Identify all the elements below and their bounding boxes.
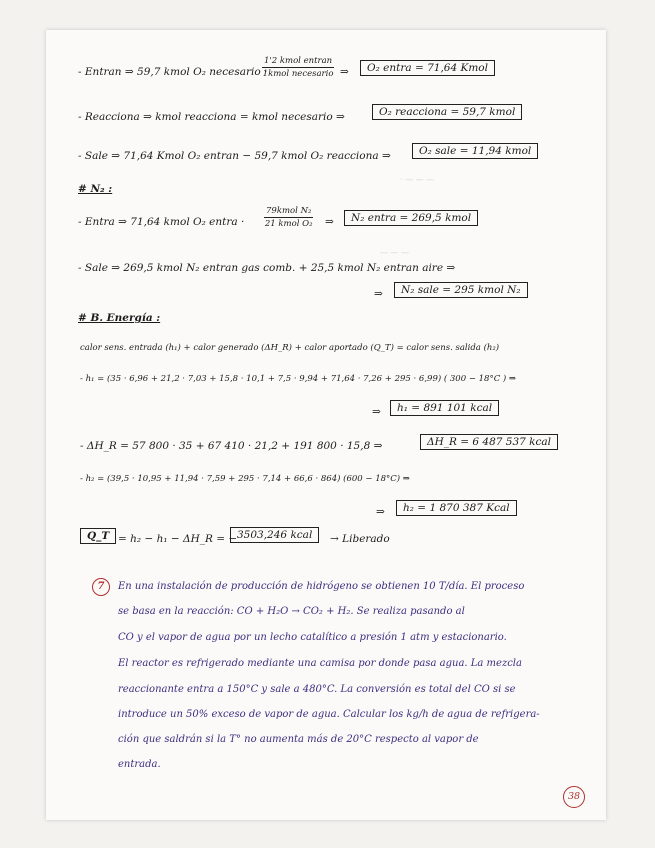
q-value: 3503,246 kcal — [230, 527, 319, 543]
problem-line: En una instalación de producción de hidrógeno se obtienen 10 T/día. El proceso — [118, 581, 525, 592]
q-label: Q_T — [80, 528, 116, 544]
dhr-result: ΔH_R = 6 487 537 kcal — [420, 434, 558, 450]
n2-entra-fraction — [264, 206, 313, 229]
n2-entra-line: - Entra ⇒ 71,64 kmol O₂ entra · — [78, 216, 245, 228]
problem-number-badge: 7 — [92, 578, 110, 596]
o2-entra-fraction — [262, 56, 334, 79]
implies-arrow: ⇒ — [376, 506, 385, 518]
o2-sale-line: - Sale ⇒ 71,64 Kmol O₂ entran − 59,7 kmol O₂ reacciona ⇒ — [78, 150, 391, 162]
dhr-equation: - ΔH_R = 57 800 · 35 + 67 410 · 21,2 + 191 800 · 15,8 ⇒ — [80, 440, 383, 452]
problem-line: El reactor es refrigerado mediante una camisa por donde pasa agua. La mezcla — [118, 658, 522, 669]
fraction-denominator: 21 kmol O₂ — [264, 219, 313, 229]
o2-reacciona-result: O₂ reacciona = 59,7 kmol — [372, 104, 522, 120]
implies-arrow: ⇒ — [340, 66, 349, 78]
implies-arrow: ⇒ — [372, 406, 381, 418]
h1-result: h₁ = 891 101 kcal — [390, 400, 499, 416]
bleed-through-mark: · — — — — [400, 175, 435, 184]
o2-sale-result: O₂ sale = 11,94 kmol — [412, 143, 538, 159]
implies-arrow: ⇒ — [325, 216, 334, 228]
n2-header: # N₂ : — [78, 183, 113, 195]
problem-line: introduce un 50% exceso de vapor de agua. Calcular los kg/h de agua de refrigera- — [118, 709, 540, 720]
problem-line: reaccionante entra a 150°C y sale a 480°C. La conversión es total del CO si se — [118, 684, 516, 695]
h1-equation: - h₁ = (35 · 6,96 + 21,2 · 7,03 + 15,8 · 10,1 + 7,5 · 9,94 + 71,64 · 7,26 + 295 · 6,99) ( 300 − 18°C ) ⇒ — [80, 374, 517, 384]
q-liberado: → Liberado — [330, 533, 390, 545]
q-equation: = h₂ − h₁ − ΔH_R = − — [118, 533, 238, 545]
n2-sale-line: - Sale ⇒ 269,5 kmol N₂ entran gas comb. + 25,5 kmol N₂ entran aire ⇒ — [78, 262, 456, 274]
problem-line: se basa en la reacción: CO + H₂O → CO₂ + H₂. Se realiza pasando al — [118, 606, 465, 617]
n2-entra-result: N₂ entra = 269,5 kmol — [344, 210, 478, 226]
problem-line: CO y el vapor de agua por un lecho catalítico a presión 1 atm y estacionario. — [118, 632, 507, 643]
n2-sale-result: N₂ sale = 295 kmol N₂ — [394, 282, 528, 298]
energy-balance-equation: calor sens. entrada (h₁) + calor generado (ΔH_R) + calor aportado (Q_T) = calor sens. salida (h₂) — [80, 343, 500, 353]
fraction-numerator: 79kmol N₂ — [266, 206, 312, 216]
o2-reacciona-line: - Reacciona ⇒ kmol reacciona = kmol necesario ⇒ — [78, 111, 345, 123]
o2-entra-result: O₂ entra = 71,64 Kmol — [360, 60, 495, 76]
problem-line: ción que saldrán si la T° no aumenta más de 20°C respecto al vapor de — [118, 734, 479, 745]
o2-entra-line: - Entran ⇒ 59,7 kmol O₂ necesario · — [78, 66, 268, 78]
h2-equation: - h₂ = (39,5 · 10,95 + 11,94 · 7,59 + 295 · 7,14 + 66,6 · 864) (600 − 18°C) ⇒ — [80, 474, 410, 484]
problem-line: entrada. — [118, 759, 161, 770]
fraction-numerator: 1'2 kmol entran — [264, 56, 333, 66]
fraction-denominator: 1kmol necesario — [262, 69, 334, 79]
page-number: 38 — [563, 786, 585, 808]
bleed-through-mark: — — — — [380, 248, 410, 257]
h2-result: h₂ = 1 870 387 Kcal — [396, 500, 517, 516]
energia-header: # B. Energía : — [78, 312, 161, 324]
implies-arrow: ⇒ — [374, 288, 383, 300]
